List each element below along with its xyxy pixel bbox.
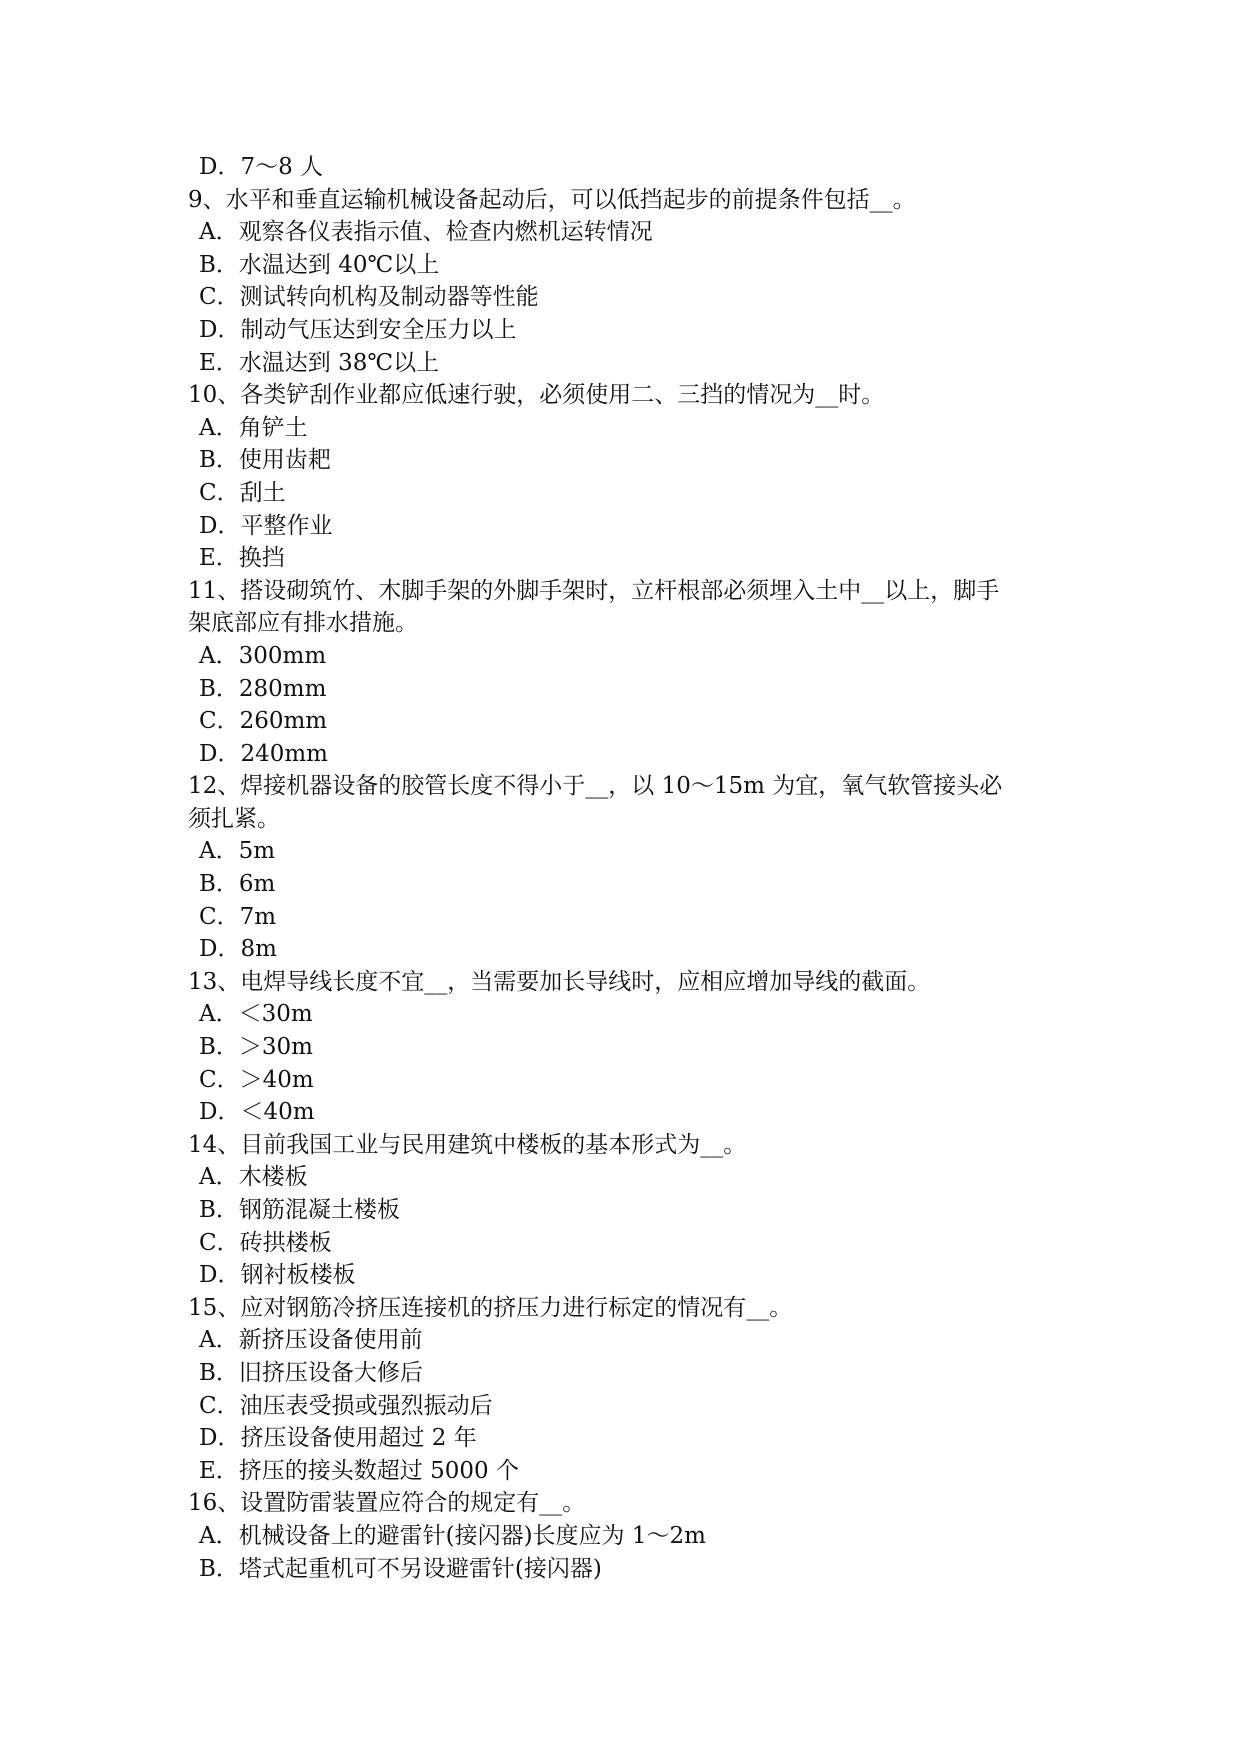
answer-option: A．木楼板	[199, 1164, 308, 1191]
answer-option: A．机械设备上的避雷针(接闪器)长度应为 1～2m	[199, 1522, 706, 1549]
answer-option: A．5m	[199, 838, 276, 865]
answer-option: B．6m	[199, 871, 276, 898]
question-line: 9、水平和垂直运输机械设备起动后，可以低挡起步的前提条件包括__。	[188, 186, 916, 213]
answer-option: C．＞40m	[199, 1066, 314, 1093]
question-line: 16、设置防雷装置应符合的规定有__。	[188, 1490, 586, 1517]
answer-option: A．角铲土	[199, 414, 308, 441]
answer-option: D．240mm	[199, 740, 328, 767]
answer-option: D．挤压设备使用超过 2 年	[199, 1425, 477, 1452]
answer-option: C．7m	[199, 903, 277, 930]
answer-option: B．使用齿耙	[199, 447, 331, 474]
answer-option: D．制动气压达到安全压力以上	[199, 316, 517, 343]
answer-option: C．砖拱楼板	[199, 1229, 332, 1256]
answer-option: C．测试转向机构及制动器等性能	[199, 284, 539, 311]
answer-option: A．观察各仪表指示值、检查内燃机运转情况	[199, 219, 653, 246]
answer-option: D．8m	[199, 936, 277, 963]
question-line: 14、目前我国工业与民用建筑中楼板的基本形式为__。	[188, 1131, 747, 1158]
question-line: 11、搭设砌筑竹、木脚手架的外脚手架时，立杆根部必须埋入土中__以上，脚手	[188, 577, 1000, 604]
answer-option: D．＜40m	[199, 1099, 315, 1126]
answer-option: A．300mm	[199, 642, 327, 669]
question-line: 架底部应有排水措施。	[188, 610, 418, 637]
answer-option: B．塔式起重机可不另设避雷针(接闪器)	[199, 1555, 602, 1582]
question-line: 须扎紧。	[188, 805, 280, 832]
answer-option: B．钢筋混凝土楼板	[199, 1197, 400, 1223]
answer-option: D．7～8 人	[199, 154, 324, 180]
answer-option: C．油压表受损或强烈振动后	[199, 1392, 493, 1419]
answer-option: B．旧挤压设备大修后	[199, 1359, 423, 1386]
answer-option: E．换挡	[199, 545, 285, 572]
answer-option: D．钢衬板楼板	[199, 1262, 356, 1289]
answer-option: E．挤压的接头数超过 5000 个	[199, 1457, 519, 1484]
answer-option: B．水温达到 40℃以上	[199, 251, 440, 278]
answer-option: E．水温达到 38℃以上	[199, 349, 440, 376]
document-body	[188, 151, 1068, 1585]
question-line: 15、应对钢筋冷挤压连接机的挤压力进行标定的情况有__。	[188, 1294, 793, 1321]
question-line: 12、焊接机器设备的胶管长度不得小于__，以 10～15m 为宜，氧气软管接头必	[188, 773, 1003, 800]
answer-option: A．新挤压设备使用前	[199, 1327, 423, 1354]
answer-option: B．280mm	[199, 675, 327, 702]
answer-option: D．平整作业	[199, 512, 333, 539]
question-line: 10、各类铲刮作业都应低速行驶，必须使用二、三挡的情况为__时。	[188, 382, 885, 409]
answer-option: A．＜30m	[199, 1001, 313, 1028]
answer-option: C．刮土	[199, 479, 286, 506]
answer-option: C．260mm	[199, 708, 328, 735]
answer-option: B．＞30m	[199, 1034, 313, 1061]
question-line: 13、电焊导线长度不宜__，当需要加长导线时，应相应增加导线的截面。	[188, 968, 931, 995]
